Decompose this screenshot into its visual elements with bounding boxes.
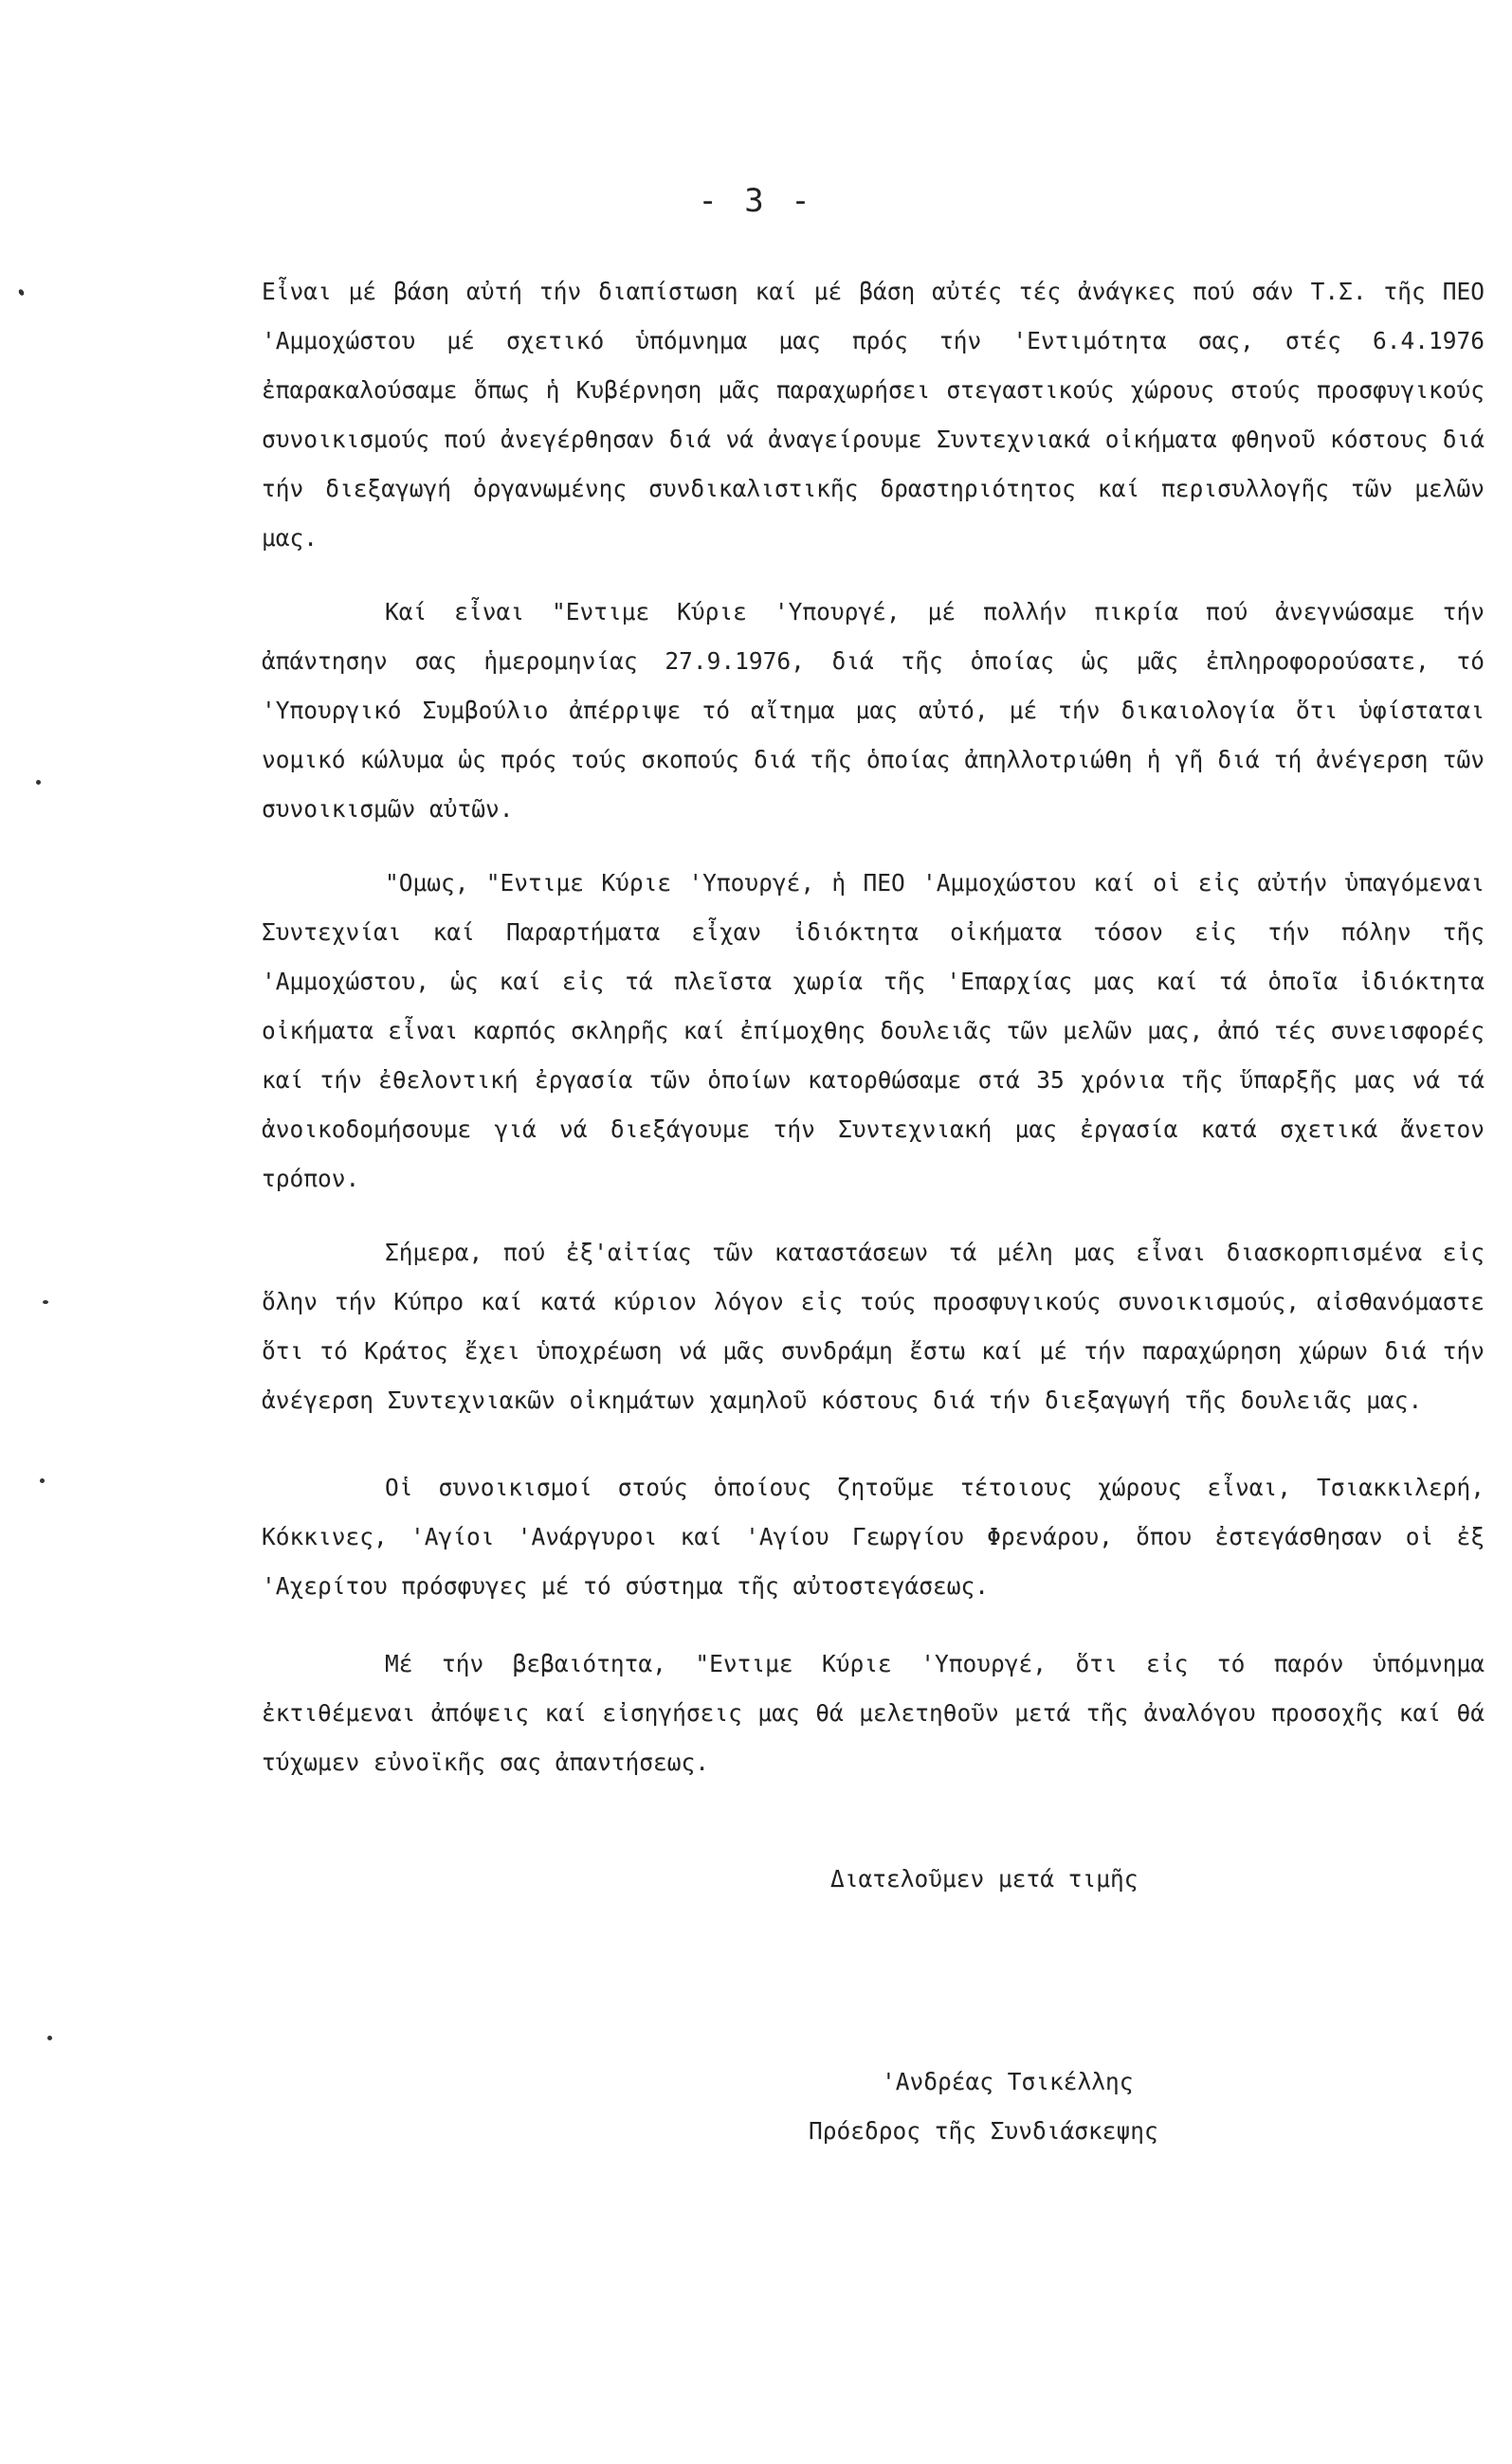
letter-body: [262, 267, 1485, 1812]
paragraph-1: Εἶναι μέ βάση αὐτή τήν διαπίστωση καί μέ βάση αὐτές τές ἀνάγκες πού σάν Τ.Σ. τῆς ΠΕΟ 'Αμμοχώστου μέ σχετικό ὑπόμνημα μας πρός τήν 'Εντιμότητα σας, στές 6.4.1976 ἐπαρακαλούσαμε ὅπως ἡ Κυβέρνηση μᾶς παραχωρήσει στεγαστικούς χώρους στούς προσφυγικούς συνοικισμούς πού ἀνεγέρθησαν διά νά ἀναγείρουμε Συντεχνιακά οἰκήματα φθηνοῦ κόστους διά τήν διεξαγωγή ὀργανωμένης συνδικαλιστικῆς δραστηριότητος καί περισυλλογῆς τῶν μελῶν μας.: [262, 278, 1485, 552]
paragraph-3: "Ομως, "Εντιμε Κύριε 'Υπουργέ, ἡ ΠΕΟ 'Αμμοχώστου καί οἱ εἰς αὐτήν ὑπαγόμεναι Συντεχνίαι καί Παραρτήματα εἶχαν ἰδιόκτητα οἰκήματα τόσον εἰς τήν πόλην τῆς 'Αμμοχώστου, ὡς καί εἰς τά πλεῖστα χωρία τῆς 'Επαρχίας μας καί τά ὁποῖα ἰδιόκτητα οἰκήματα εἶναι καρπός σκληρῆς καί ἐπίμοχθης δουλειᾶς τῶν μελῶν μας, ἀπό τές συνεισφορές καί τήν ἐθελοντική ἐργασία τῶν ὁποίων κατορθώσαμε στά 35 χρόνια τῆς ὕπαρξῆς μας νά τά ἀνοικοδομήσουμε γιά νά διεξάγουμε τήν Συντεχνιακή μας ἐργασία κατά σχετικά ἄνετον τρόπον.: [262, 869, 1485, 1192]
margin-speck: [40, 1478, 45, 1483]
paragraph-2: Καί εἶναι "Εντιμε Κύριε 'Υπουργέ, μέ πολλήν πικρία πού ἀνεγνώσαμε τήν ἀπάντησην σας ἡμερομηνίας 27.9.1976, διά τῆς ὁποίας ὡς μᾶς ἐπληροφορούσατε, τό 'Υπουργικό Συμβούλιο ἀπέρριψε τό αἴτημα μας αὐτό, μέ τήν δικαιολογία ὅτι ὑφίσταται νομικό κώλυμα ὡς πρός τούς σκοπούς διά τῆς ὁποίας ἀπηλλοτριώθη ἡ γῆ διά τή ἀνέγερση τῶν συνοικισμῶν αὐτῶν.: [262, 598, 1485, 823]
signer-name: 'Ανδρέας Τσικέλλης: [882, 2068, 1134, 2095]
margin-speck: [43, 1300, 48, 1304]
paragraph-4: Σήμερα, πού ἐξ'αἰτίας τῶν καταστάσεων τά μέλη μας εἶναι διασκορπισμένα εἰς ὅλην τήν Κύπρο καί κατά κύριον λόγον εἰς τούς προσφυγικούς συνοικισμούς, αἰσθανόμαστε ὅτι τό Κράτος ἔχει ὑποχρέωση νά μᾶς συνδράμη ἔστω καί μέ τήν παραχώρηση χώρων διά τήν ἀνέγερση Συντεχνιακῶν οἰκημάτων χαμηλοῦ κόστους διά τήν διεξαγωγή τῆς δουλειᾶς μας.: [262, 1239, 1485, 1414]
signer-title: Πρόεδρος τῆς Συνδιάσκεψης: [809, 2117, 1158, 2145]
page-number: - 3 -: [698, 182, 814, 220]
closing-salutation: Διατελοῦμεν μετά τιμῆς: [830, 1865, 1139, 1893]
paragraph-6: Μέ τήν βεβαιότητα, "Εντιμε Κύριε 'Υπουργέ, ὅτι εἰς τό παρόν ὑπόμνημα ἐκτιθέμεναι ἀπόψεις καί εἰσηγήσεις μας θά μελετηθοῦν μετά τῆς ἀναλόγου προσοχῆς καί θά τύχωμεν εὐνοϊκῆς σας ἀπαντήσεως.: [262, 1650, 1485, 1776]
margin-speck: [18, 288, 26, 297]
margin-speck: [47, 2036, 52, 2040]
paragraph-5: Οἱ συνοικισμοί στούς ὁποίους ζητοῦμε τέτοιους χώρους εἶναι, Τσιακκιλερή, Κόκκινες, 'Αγίοι 'Ανάργυροι καί 'Αγίου Γεωργίου Φρενάρου, ὅπου ἐστεγάσθησαν οἱ ἐξ 'Αχερίτου πρόσφυγες μέ τό σύστημα τῆς αὐτοστεγάσεως.: [262, 1474, 1485, 1600]
margin-speck: [36, 780, 41, 785]
